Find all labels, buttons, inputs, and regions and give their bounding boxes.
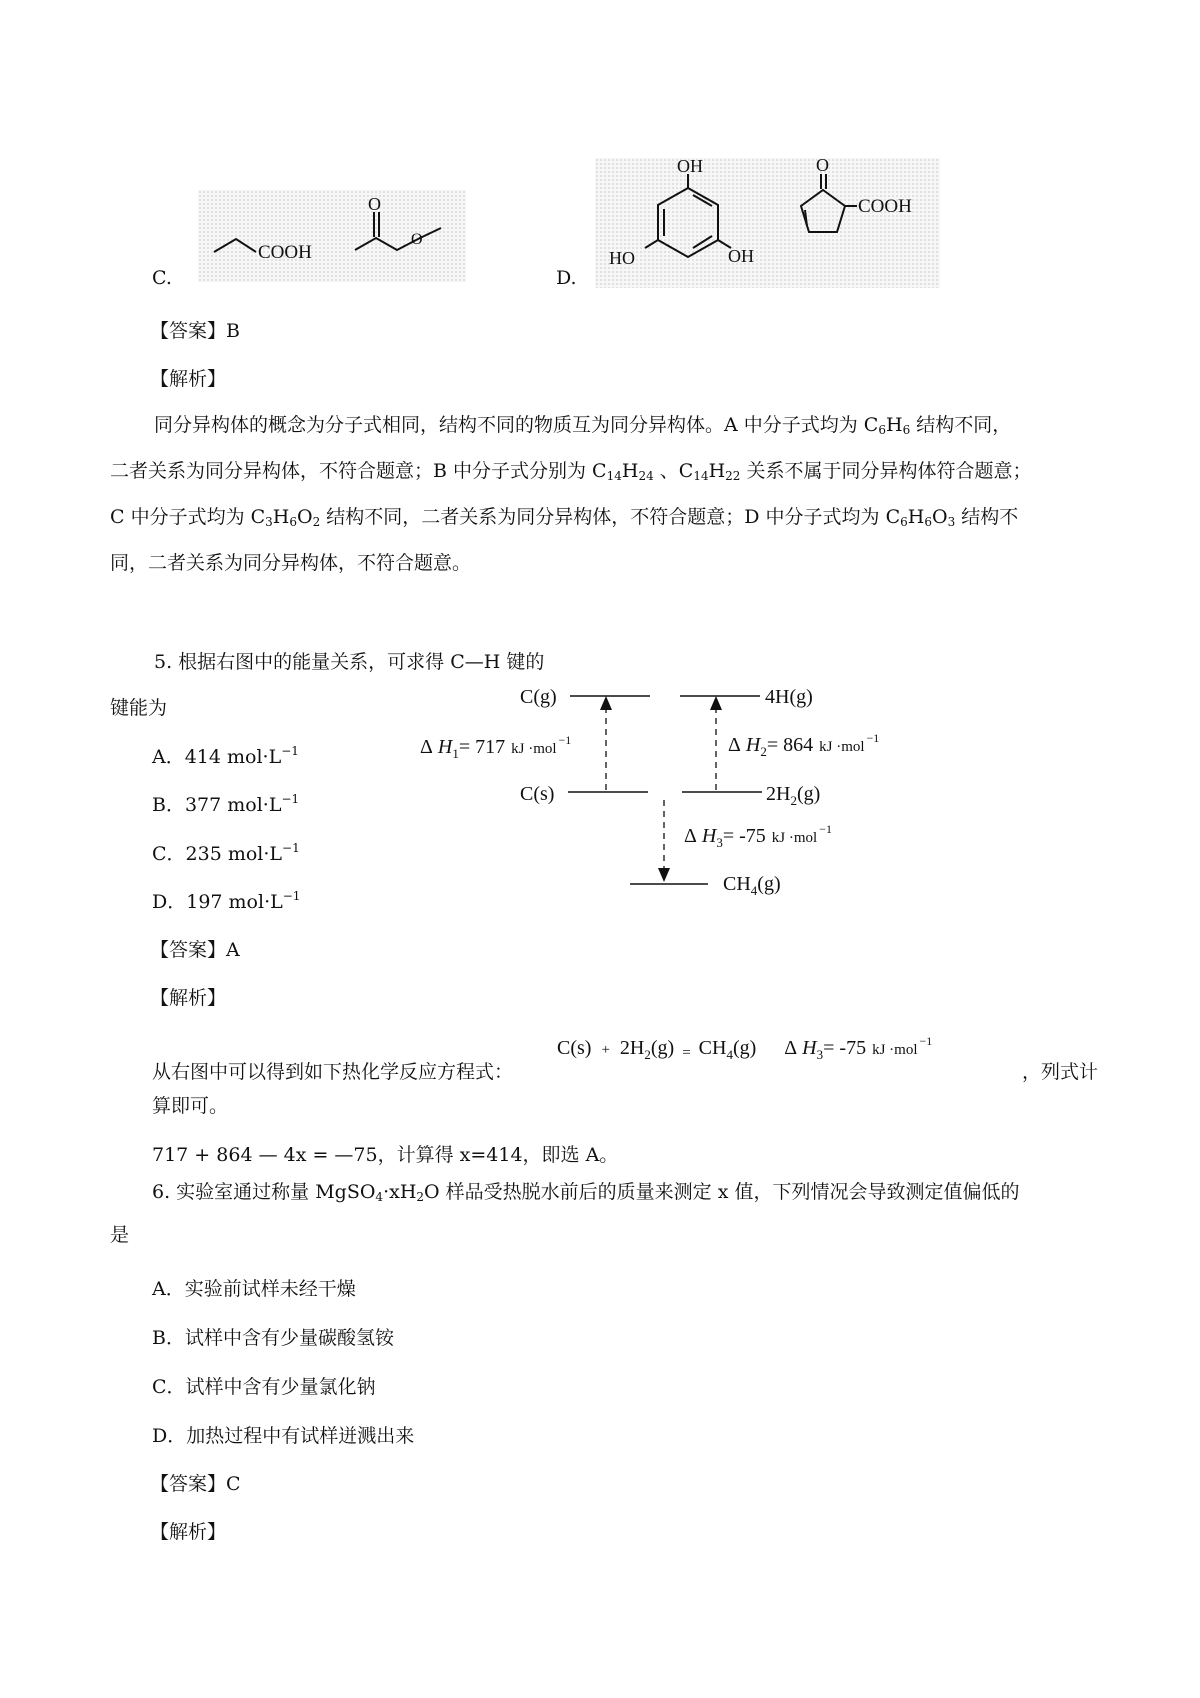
q4-analysis-line-1: 同分异构体的概念为分子式相同，结构不同的物质互为同分异构体。A 中分子式均为 $C_6H_6$ 结构不同，: [154, 414, 1012, 437]
q6-answer: 【答案】C: [150, 1473, 241, 1495]
q5-stem-line-2: 键能为: [110, 697, 168, 719]
q6-stem-line-1: 6. 实验室通过称量 $MgSO_4\cdot xH_2O$ 样品受热脱水前后的质量来测定 x 值，下列情况会导致测定值偏低的: [152, 1181, 1020, 1204]
c-mol1-cooh: COOH: [258, 242, 312, 263]
c-mol2-ester-o: O: [411, 231, 423, 248]
label-ch4-g: $CH_4(g)$: [723, 873, 781, 898]
q6-option-c: C．试样中含有少量氯化钠: [152, 1376, 376, 1398]
energy-level-diagram: [410, 670, 930, 910]
label-4h-g: 4H(g): [765, 686, 813, 708]
arrow-dh1-head: [600, 696, 612, 710]
d-mol1-oh-left: HO: [609, 248, 635, 268]
q5-stem-line-1: 5. 根据右图中的能量关系，可求得 C—H 键的: [154, 651, 545, 673]
label-c-g: C(g): [520, 686, 557, 708]
q5-option-c: C．235 $mol\cdot L^{-1}$: [152, 841, 300, 865]
label-dh1: Δ $H_1= 717$ kJ ·mol$^{-1}$: [420, 733, 572, 761]
d-mol1-oh-right: OH: [728, 246, 754, 266]
q6-option-b: B．试样中含有少量碳酸氢铵: [152, 1327, 394, 1349]
q6-analysis-label: 【解析】: [150, 1521, 227, 1543]
label-2h2-g: $2H_2(g)$: [766, 783, 821, 808]
q5-option-a: A．414 $mol\cdot L^{-1}$: [152, 744, 299, 768]
q4-analysis-text: [110, 402, 1100, 586]
option-d-structure-image: [595, 158, 940, 288]
q5-thermochemical-equation: [555, 1030, 1035, 1076]
q5-equation-prefix: 从右图中可以得到如下热化学反应方程式：: [152, 1061, 514, 1083]
d-mol1-oh-top: OH: [677, 158, 703, 176]
eq-ch4: CH: [698, 1037, 727, 1059]
d-mol2-carbonyl-o: O: [816, 158, 829, 175]
q6-stem-line-2: 是: [110, 1224, 130, 1246]
q6-option-a: A．实验前试样未经干燥: [152, 1278, 356, 1300]
q5-answer: 【答案】A: [150, 939, 240, 961]
label-dh2: Δ $H_2= 864$ kJ ·mol$^{-1}$: [728, 731, 880, 759]
q5-option-d: D．197 $mol\cdot L^{-1}$: [152, 889, 301, 913]
q4-analysis-line-4: 同，二者关系为同分异构体，不符合题意。: [110, 552, 472, 574]
phloroglucinol-cyclopentenone-structures: [595, 158, 940, 288]
option-c-label: C.: [152, 267, 172, 289]
q4-analysis-line-2: 二者关系为同分异构体，不符合题意；B 中分子式分别为 $C_{14}H_{24}$ 、$C_{14}H_{22}$ 关系不属于同分异构体符合题意；: [110, 460, 1032, 483]
q4-analysis-label: 【解析】: [150, 368, 227, 390]
c-mol2-carbonyl-o: O: [368, 194, 381, 214]
eq-h2: 2H: [619, 1037, 645, 1059]
option-c-structure-image: [198, 190, 466, 282]
arrow-dh3-head: [658, 868, 670, 882]
option-d-label: D.: [556, 267, 577, 289]
q5-calculation: 717 + 864 — 4x = —75，计算得 x=414，即选 A。: [152, 1144, 619, 1166]
eq-cs: C(s): [557, 1037, 592, 1059]
propanoic-acid-methyl-acetate-structures: [198, 190, 466, 282]
d-mol2-cooh: COOH: [858, 196, 912, 217]
svg-text:C(s)+2H2(g)=CH4(g)ΔH3= -75kJ ·: $C(s) + 2H_2(g) = CH_4(g)$ Δ $H_3= -75$ kJ ·mol$^{-1}$: [557, 1034, 933, 1062]
label-dh3: Δ $H_3= -75$ kJ ·mol$^{-1}$: [684, 822, 832, 850]
q5-equation-suffix: ，列式计: [1022, 1061, 1099, 1083]
label-c-s: C(s): [520, 783, 555, 805]
q5-analysis-label: 【解析】: [150, 987, 227, 1009]
q4-answer: 【答案】B: [150, 320, 240, 342]
q5-equation-line-2: 算即可。: [152, 1095, 229, 1117]
q5-option-b: B．377 $mol\cdot L^{-1}$: [152, 792, 300, 816]
q6-option-d: D．加热过程中有试样迸溅出来: [152, 1425, 415, 1447]
arrow-dh2-head: [710, 696, 722, 710]
q4-analysis-line-3: C 中分子式均为 $C_3H_6O_2$ 结构不同，二者关系为同分异构体，不符合题意；D 中分子式均为 $C_6H_6O_3$ 结构不: [110, 506, 1019, 529]
